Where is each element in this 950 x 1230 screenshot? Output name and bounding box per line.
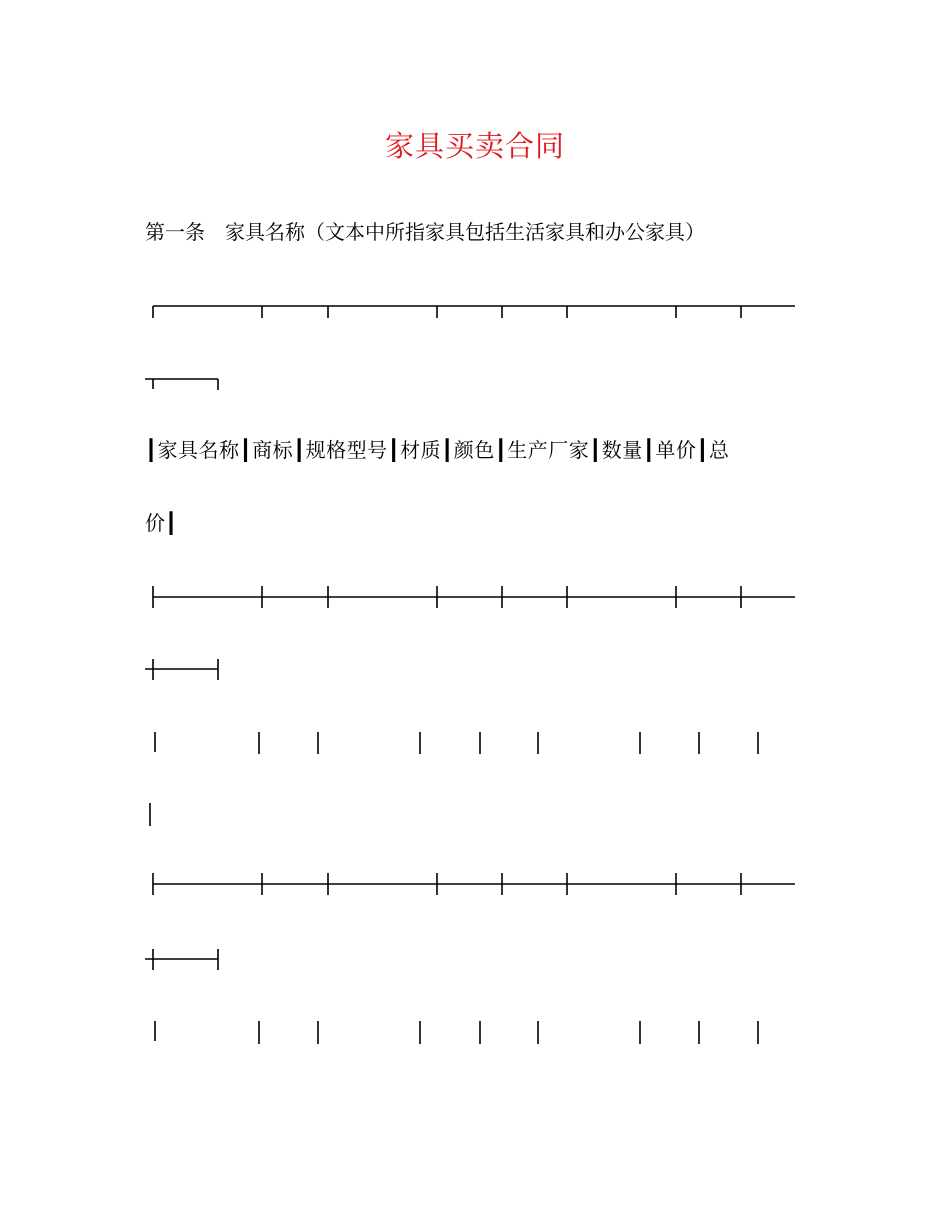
table-header-row: ┃家具名称┃商标┃规格型号┃材质┃颜色┃生产厂家┃数量┃单价┃总 — [145, 438, 730, 462]
clause-heading: 第一条 家具名称（文本中所指家具包括生活家具和办公家具） — [145, 220, 705, 244]
table-header-row-wrap: 价┃ — [145, 511, 178, 535]
document-title: 家具买卖合同 — [384, 129, 565, 163]
